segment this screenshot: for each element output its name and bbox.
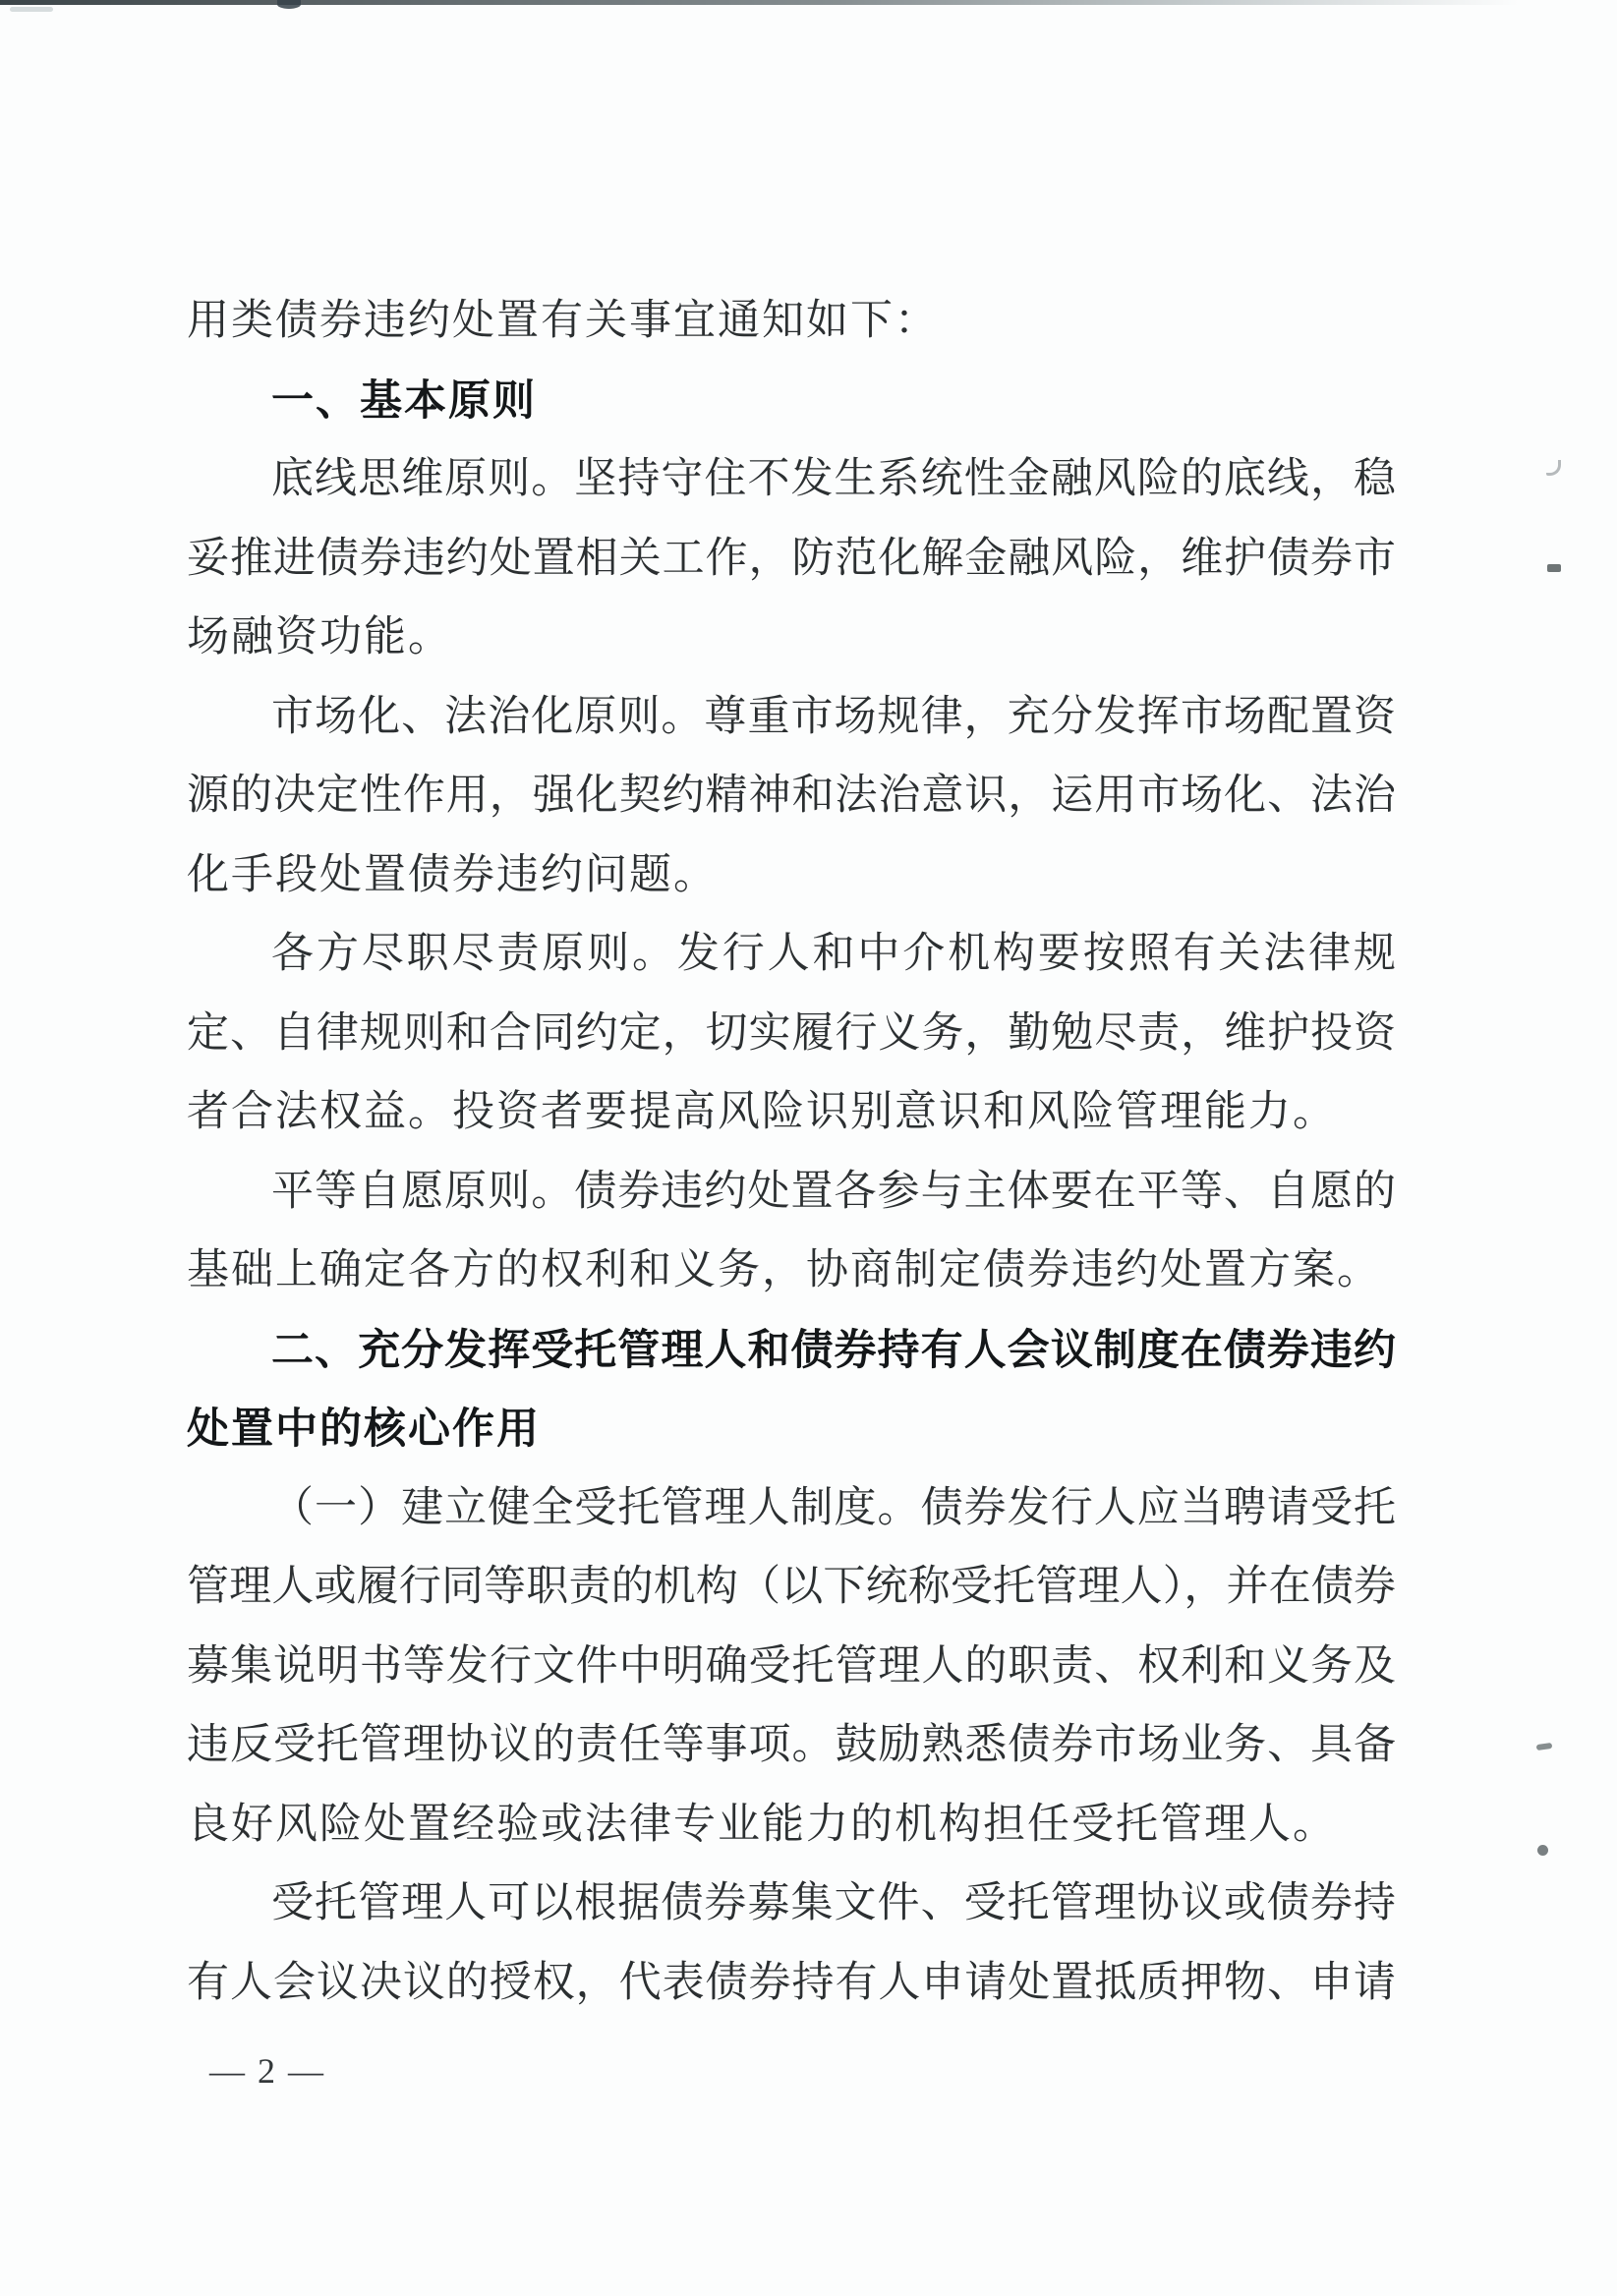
text-line: 平等自愿原则。债券违约处置各参与主体要在平等、自愿的 xyxy=(271,1168,1396,1215)
scan-edge-smudge xyxy=(10,7,53,12)
text-line: 违反受托管理协议的责任等事项。鼓励熟悉债券市场业务、具备 xyxy=(187,1722,1396,1768)
text-line: 受托管理人可以根据债券募集文件、受托管理协议或债券持 xyxy=(271,1880,1396,1926)
scan-speck xyxy=(1537,1845,1548,1856)
page-number: — 2 — xyxy=(209,2051,325,2091)
text-line: 基础上确定各方的权利和义务，协商制定债券违约处置方案。 xyxy=(187,1247,1381,1293)
scan-edge-dot xyxy=(277,0,301,9)
text-line: 底线思维原则。坚持守住不发生系统性金融风险的底线，稳 xyxy=(271,456,1396,502)
scan-speck xyxy=(1546,460,1561,476)
text-line: 定、自律规则和合同约定，切实履行义务，勤勉尽责，维护投资 xyxy=(187,1009,1396,1057)
text-line: 良好风险处置经验或法律专业能力的机构担任受托管理人。 xyxy=(187,1801,1337,1848)
document-body xyxy=(187,282,1396,2023)
text-line: （一）建立健全受托管理人制度。债券发行人应当聘请受托 xyxy=(271,1484,1396,1531)
text-line: 化手段处置债券违约问题。 xyxy=(187,851,718,898)
text-line: 有人会议决议的授权，代表债券持有人申请处置抵质押物、申请 xyxy=(187,1959,1396,2006)
text-line: 各方尽职尽责原则。发行人和中介机构要按照有关法律规 xyxy=(271,931,1396,977)
text-line: 者合法权益。投资者要提高风险识别意识和风险管理能力。 xyxy=(187,1089,1337,1135)
text-line: 用类债券违约处置有关事宜通知如下： xyxy=(187,298,939,344)
section-1-heading: 一、基本原则 xyxy=(271,376,537,425)
text-line: 场融资功能。 xyxy=(187,614,452,660)
text-line: 管理人或履行同等职责的机构（以下统称受托管理人），并在债券 xyxy=(187,1564,1396,1610)
text-line: 源的决定性作用，强化契约精神和法治意识，运用市场化、法治 xyxy=(187,773,1396,819)
section-2-heading-line-2: 处置中的核心作用 xyxy=(187,1406,541,1453)
text-line: 募集说明书等发行文件中明确受托管理人的职责、权利和义务及 xyxy=(187,1642,1396,1690)
scan-edge-line xyxy=(0,0,1519,5)
text-line: 妥推进债券违约处置相关工作，防范化解金融风险，维护债券市 xyxy=(187,535,1396,582)
text-line: 市场化、法治化原则。尊重市场规律，充分发挥市场配置资 xyxy=(271,693,1396,740)
section-2-heading-line-1: 二、充分发挥受托管理人和债券持有人会议制度在债券违约 xyxy=(271,1326,1396,1374)
scan-speck xyxy=(1536,1743,1553,1751)
scan-speck xyxy=(1547,564,1561,572)
